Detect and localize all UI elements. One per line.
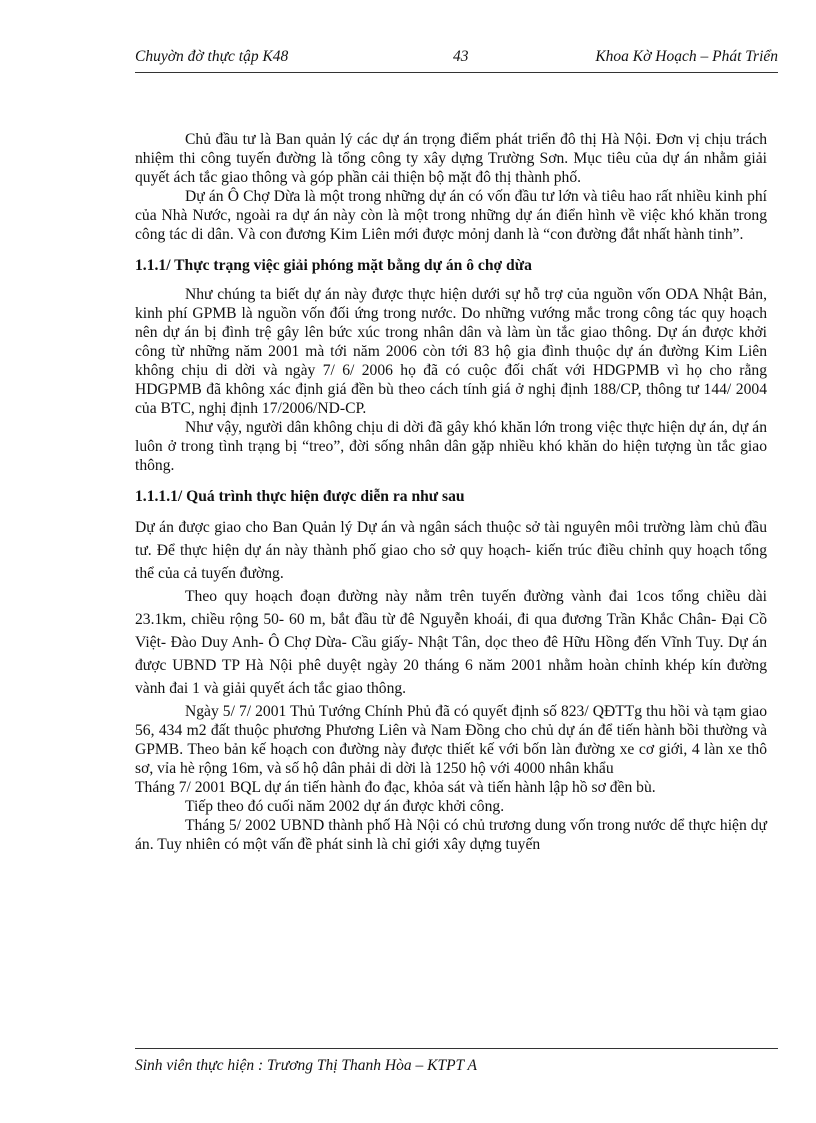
header-course-title: Chuyờn đờ thực tập K48 bbox=[135, 48, 289, 65]
section-heading-implementation-process: 1.1.1.1/ Quá trình thực hiện được diễn ra như sau bbox=[135, 488, 465, 505]
section-heading-clearance-status: 1.1.1/ Thực trạng việc giải phóng mặt bằng dự án ô chợ dừa bbox=[135, 257, 532, 274]
document-body bbox=[135, 130, 767, 854]
paragraph-construction-start: Tiếp theo đó cuối năm 2002 dự án được khởi công. bbox=[185, 798, 505, 815]
footer-student-name: Sinh viên thực hiện : Trương Thị Thanh Hòa – KTPT A bbox=[135, 1057, 477, 1074]
page-number: 43 bbox=[453, 48, 469, 65]
paragraph-oda-funding: Như chúng ta biết dự án này được thực hiện dưới sự hỗ trợ của nguồn vốn ODA Nhật Bản, kinh phí GPMB là nguồn vốn đối ứng trong nước. Do những vướng mắc trong công tác quy hoạch nên dự án bị đình trệ gây lên bức xúc trong nhân dân và làm ùn tắc giao thông. Dự án được khởi công từ những năm 2001 mà tới năm 2006 còn tới 83 hộ gia đình thuộc dự án đường Kim Liên không chịu di dời và ngày 7/ 6/ 2006 họ đã có cuộc đối chất với HDGPMB vì họ cho rằng HDGPMB đã không xác định giá đền bù theo cách tính giá ở nghị định 188/CP, thông tư 144/ 2004 của BTC, nghị định 17/2006/ND-CP. bbox=[135, 286, 767, 417]
page-header bbox=[135, 48, 778, 73]
paragraph-domestic-capital: Tháng 5/ 2002 UBND thành phố Hà Nội có chủ trương dung vốn trong nước dể thực hiện dự án. Tuy nhiên có một vấn đề phát sinh là chỉ giới xây dựng tuyến bbox=[135, 817, 767, 853]
paragraph-investor: Chủ đầu tư là Ban quản lý các dự án trọng điểm phát triển đô thị Hà Nội. Đơn vị chịu trách nhiệm thi công tuyến đường là tổng công ty xây dựng Trường Sơn. Mục tiêu của dự án nhằm giải quyết ách tắc giao thông và góp phần cải thiện bộ mặt đô thị thành phố. bbox=[135, 131, 767, 186]
paragraph-survey: Tháng 7/ 2001 BQL dự án tiến hành đo đạc, khỏa sát và tiến hành lập hồ sơ đền bù. bbox=[135, 779, 656, 796]
paragraph-project-overview: Dự án Ô Chợ Dừa là một trong những dự án có vốn đầu tư lớn và tiêu hao rất nhiều kinh phí của Nhà Nước, ngoài ra dự án này còn là một trong những dự án điển hình về việc khó khăn trong công tác di dân. Và con đương Kim Liên mới được mỏnj danh là “con đường đắt nhất hành tinh”. bbox=[135, 188, 767, 243]
paragraph-project-assignment: Dự án được giao cho Ban Quản lý Dự án và ngân sách thuộc sở tài nguyên môi trường làm chủ đầu tư. Để thực hiện dự án này thành phố giao cho sở quy hoạch- kiến trúc điều chỉnh quy hoạch tổng thể của cả tuyến đường. bbox=[135, 519, 767, 582]
paragraph-decision-823: Ngày 5/ 7/ 2001 Thủ Tướng Chính Phủ đã có quyết định số 823/ QĐTTg thu hồi và tạm giao 56, 434 m2 đất thuộc phương Phương Liên và Nam Đồng cho chủ dự án để tiến hành bồi thường và GPMB. Theo bản kế hoạch con đường này được thiết kế với bốn làn đường xe cơ giới, 4 làn xe thô sơ, vỉa hè rộng 16m, và số hộ dân phải di dời là 1250 hộ với 4000 nhân khẩu bbox=[135, 703, 767, 777]
header-faculty: Khoa Kờ Hoạch – Phát Triển bbox=[595, 48, 778, 65]
paragraph-consequences: Như vậy, người dân không chịu di dời đã gây khó khăn lớn trong việc thực hiện dự án, dự án luôn ở trong tình trạng bị “treo”, đời sống nhân dân gặp nhiều khó khăn do hiện tượng ùn tắc giao thông. bbox=[135, 419, 767, 474]
paragraph-route-plan: Theo quy hoạch đoạn đường này nằm trên tuyến đường vành đai 1cos tổng chiều dài 23.1km, chiều rộng 50- 60 m, bắt đầu từ đê Nguyễn khoái, đi qua đương Trần Khắc Chân- Đại Cồ Việt- Đào Duy Anh- Ô Chợ Dừa- Cầu giấy- Nhật Tân, dọc theo đê Hữu Hồng đến Vĩnh Tuy. Dự án được UBND TP Hà Nội phê duyệt ngày 20 tháng 6 năm 2001 nhằm hoàn chỉnh khép kín đường vành đai 1 và giải quyết ách tắc giao thông. bbox=[135, 588, 767, 697]
page-footer bbox=[135, 1048, 778, 1075]
